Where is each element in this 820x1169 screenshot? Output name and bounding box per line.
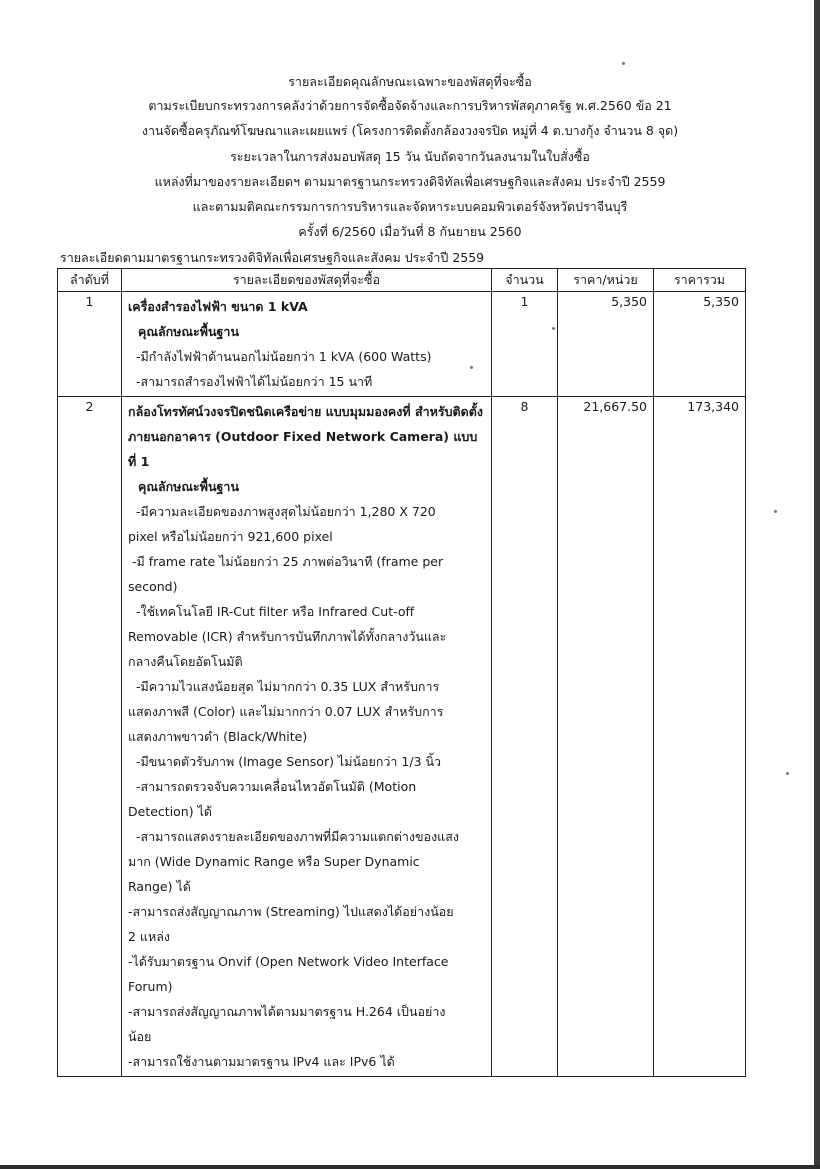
feature-list (128, 344, 485, 394)
feature-line: -สามารถแสดงรายละเอียดของภาพที่มีความแตกต่างของแสง (136, 829, 459, 844)
feature-line: pixel หรือไม่น้อยกว่า 921,600 pixel (128, 529, 333, 544)
feature-line: Detection) ได้ (128, 804, 212, 819)
feature-line: second) (128, 579, 178, 594)
row-total: 5,350 (654, 292, 746, 397)
item-title: กล้องโทรทัศน์วงจรปิดชนิดเครือข่าย แบบมุมมองคงที่ สำหรับติดตั้งภายนอกอาคาร (Outdoor Fixed Network Camera) แบบที่ 1 (128, 404, 483, 469)
feature-line: -ใช้เทคโนโลยี IR-Cut filter หรือ Infrared Cut-off (136, 604, 415, 619)
feature-line: กลางคืนโดยอัตโนมัติ (128, 654, 243, 669)
row-description (122, 292, 492, 397)
row-unit-price: 21,667.50 (558, 397, 654, 1077)
feature-heading: คุณลักษณะพื้นฐาน (138, 324, 239, 339)
table-header-row (58, 269, 746, 292)
item-title: เครื่องสำรองไฟฟ้า ขนาด 1 kVA (128, 299, 308, 314)
row-unit-price: 5,350 (558, 292, 654, 397)
feature-line: -มีกำลังไฟฟ้าด้านนอกไม่น้อยกว่า 1 kVA (600 Watts) (136, 349, 432, 364)
source-line: แหล่งที่มาของรายละเอียดฯ ตามมาตรฐานกระทรวงดิจิทัลเพื่อเศรษฐกิจและสังคม ประจำปี 2559 (154, 174, 666, 189)
committee-line: และตามมติคณะกรรมการการบริหารและจัดหาระบบคอมพิวเตอร์จังหวัดปราจีนบุรี (192, 199, 628, 214)
feature-line: มาก (Wide Dynamic Range หรือ Super Dynamic (128, 854, 420, 869)
regulation-line: ตามระเบียบกระทรวงการคลังว่าด้วยการจัดซื้อจัดจ้างและการบริหารพัสดุภาครัฐ พ.ศ.2560 ข้อ 21 (148, 98, 672, 113)
delivery-line: ระยะเวลาในการส่งมอบพัสดุ 15 วัน นับถัดจากวันลงนามในใบสั่งซื้อ (230, 149, 590, 164)
row-no: 1 (58, 292, 122, 397)
feature-heading: คุณลักษณะพื้นฐาน (138, 479, 239, 494)
row-qty: 8 (492, 397, 558, 1077)
feature-line: แสดงภาพสี (Color) และไม่มากกว่า 0.07 LUX สำหรับการ (128, 704, 444, 719)
feature-line: -สามารถสำรองไฟฟ้าได้ไม่น้อยกว่า 15 นาที (136, 374, 373, 389)
feature-line: -สามารถส่งสัญญาณภาพ (Streaming) ไปแสดงได้อย่างน้อย (128, 904, 454, 919)
table-row (58, 292, 746, 397)
feature-line: -สามารถตรวจจับความเคลื่อนไหวอัตโนมัติ (Motion (136, 779, 417, 794)
header-qty: จำนวน (492, 269, 558, 292)
feature-line: -ได้รับมาตรฐาน Onvif (Open Network Video Interface (128, 954, 449, 969)
scan-edge-bottom (0, 1165, 820, 1169)
feature-line: -สามารถส่งสัญญาณภาพได้ตามมาตรฐาน H.264 เป็นอย่าง (128, 1004, 446, 1019)
row-no: 2 (58, 397, 122, 1077)
scan-edge-right (814, 0, 820, 1169)
feature-line: Removable (ICR) สำหรับการบันทึกภาพได้ทั้งกลางวันและ (128, 629, 447, 644)
table-subtitle: รายละเอียดตามมาตรฐานกระทรวงดิจิทัลเพื่อเศรษฐกิจและสังคม ประจำปี 2559 (60, 250, 485, 265)
table-row (58, 397, 746, 1077)
header-no: ลำดับที่ (58, 269, 122, 292)
feature-line: -สามารถใช้งานตามมาตรฐาน IPv4 และ IPv6 ได้ (128, 1054, 395, 1069)
meeting-line: ครั้งที่ 6/2560 เมื่อวันที่ 8 กันยายน 2560 (298, 224, 522, 239)
spec-table (57, 268, 746, 1077)
row-total: 173,340 (654, 397, 746, 1077)
feature-line: น้อย (128, 1029, 152, 1044)
row-qty: 1 (492, 292, 558, 397)
project-line: งานจัดซื้อครุภัณฑ์โฆษณาและเผยแพร่ (โครงการติดตั้งกล้องวงจรปิด หมู่ที่ 4 ต.บางกุ้ง จำนวน 8 จุด) (141, 123, 679, 138)
feature-line: -มี frame rate ไม่น้อยกว่า 25 ภาพต่อวินาที (frame per (132, 554, 444, 569)
doc-title: รายละเอียดคุณลักษณะเฉพาะของพัสดุที่จะซื้อ (288, 74, 532, 89)
feature-line: -มีความละเอียดของภาพสูงสุดไม่น้อยกว่า 1,280 X 720 (136, 504, 436, 519)
feature-line: 2 แหล่ง (128, 929, 170, 944)
feature-line: -มีขนาดตัวรับภาพ (Image Sensor) ไม่น้อยกว่า 1/3 นิ้ว (136, 754, 442, 769)
feature-line: แสดงภาพขาวดำ (Black/White) (128, 729, 308, 744)
feature-line: -มีความไวแสงน้อยสุด ไม่มากกว่า 0.35 LUX สำหรับการ (136, 679, 440, 694)
header-description: รายละเอียดของพัสดุที่จะซื้อ (122, 269, 492, 292)
row-description (122, 397, 492, 1077)
feature-list (128, 499, 485, 1074)
feature-line: Range) ได้ (128, 879, 191, 894)
feature-line: Forum) (128, 979, 173, 994)
header-total: ราคารวม (654, 269, 746, 292)
header-unit-price: ราคา/หน่วย (558, 269, 654, 292)
